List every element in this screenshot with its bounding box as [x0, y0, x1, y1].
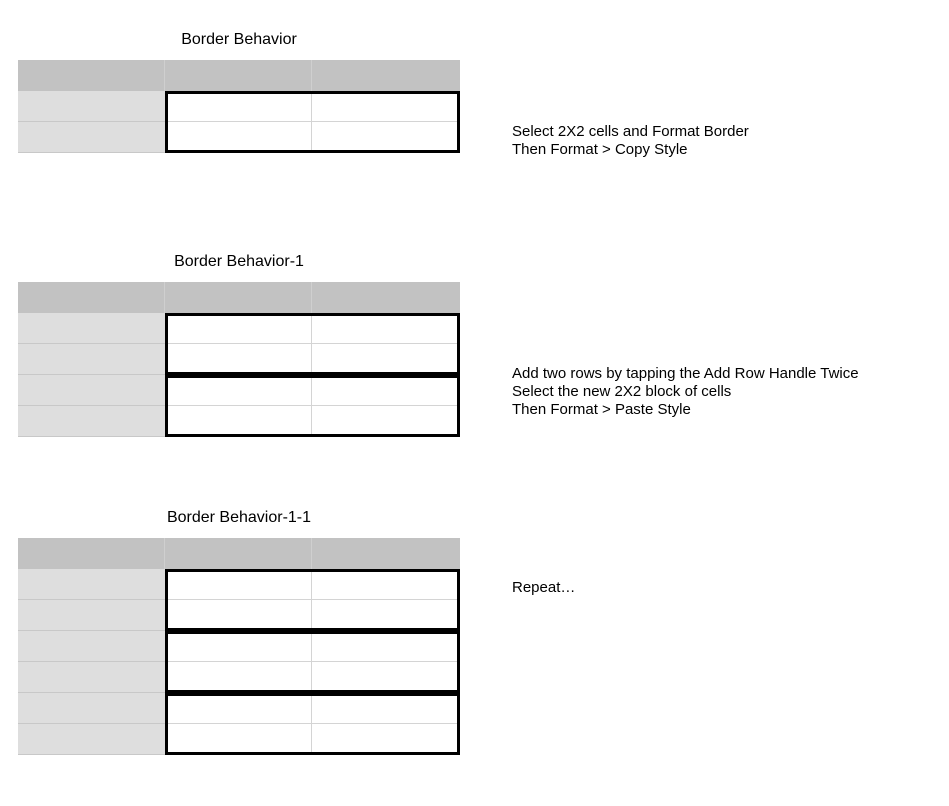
table-cell[interactable]	[312, 569, 460, 600]
table-title-3: Border Behavior-1-1	[166, 509, 312, 526]
row-header-cell[interactable]	[18, 662, 165, 693]
table-row[interactable]	[18, 344, 460, 375]
table-row[interactable]	[18, 91, 460, 122]
note-line: Then Format > Paste Style	[512, 401, 691, 418]
table-cell[interactable]	[312, 693, 460, 724]
row-header-cell[interactable]	[18, 631, 165, 662]
header-cell[interactable]	[165, 60, 312, 91]
table-cell[interactable]	[165, 122, 312, 153]
row-header-cell[interactable]	[18, 91, 165, 122]
instruction-note-3	[512, 579, 575, 597]
note-line: Select the new 2X2 block of cells	[512, 383, 732, 400]
table-row[interactable]	[18, 313, 460, 344]
table-2[interactable]	[18, 282, 460, 437]
table-cell[interactable]	[312, 662, 460, 693]
table-cell[interactable]	[312, 406, 460, 437]
instruction-note-1	[512, 123, 749, 159]
table-header-row[interactable]	[18, 60, 460, 91]
table-header-row[interactable]	[18, 282, 460, 313]
note-line: Add two rows by tapping the Add Row Handle Twice	[512, 365, 859, 382]
table-cell[interactable]	[312, 313, 460, 344]
table-cell[interactable]	[165, 724, 312, 755]
row-header-cell[interactable]	[18, 693, 165, 724]
table-row[interactable]	[18, 693, 460, 724]
table-cell[interactable]	[165, 344, 312, 375]
note-line: Repeat…	[512, 579, 576, 596]
note-line: Then Format > Copy Style	[512, 141, 688, 158]
table-cell[interactable]	[165, 631, 312, 662]
table-cell[interactable]	[165, 693, 312, 724]
header-cell[interactable]	[18, 60, 165, 91]
table-cell[interactable]	[165, 375, 312, 406]
table-cell[interactable]	[312, 631, 460, 662]
row-header-cell[interactable]	[18, 313, 165, 344]
table-cell[interactable]	[312, 724, 460, 755]
row-header-cell[interactable]	[18, 724, 165, 755]
table-row[interactable]	[18, 122, 460, 153]
row-header-cell[interactable]	[18, 406, 165, 437]
header-cell[interactable]	[165, 282, 312, 313]
table-cell[interactable]	[165, 600, 312, 631]
table-row[interactable]	[18, 406, 460, 437]
table-row[interactable]	[18, 569, 460, 600]
table-cell[interactable]	[312, 122, 460, 153]
header-cell[interactable]	[312, 60, 460, 91]
instruction-note-2	[512, 365, 859, 419]
table-row[interactable]	[18, 600, 460, 631]
header-cell[interactable]	[312, 282, 460, 313]
header-cell[interactable]	[312, 538, 460, 569]
row-header-cell[interactable]	[18, 600, 165, 631]
table-cell[interactable]	[165, 313, 312, 344]
row-header-cell[interactable]	[18, 344, 165, 375]
row-header-cell[interactable]	[18, 375, 165, 406]
table-cell[interactable]	[312, 375, 460, 406]
table-cell[interactable]	[312, 600, 460, 631]
row-header-cell[interactable]	[18, 122, 165, 153]
table-cell[interactable]	[312, 344, 460, 375]
header-cell[interactable]	[165, 538, 312, 569]
table-cell[interactable]	[165, 406, 312, 437]
table-row[interactable]	[18, 375, 460, 406]
table-1[interactable]	[18, 60, 460, 153]
table-cell[interactable]	[312, 91, 460, 122]
table-title-2: Border Behavior-1	[174, 253, 304, 270]
table-3[interactable]	[18, 538, 460, 755]
table-row[interactable]	[18, 631, 460, 662]
table-cell[interactable]	[165, 662, 312, 693]
header-cell[interactable]	[18, 538, 165, 569]
table-header-row[interactable]	[18, 538, 460, 569]
table-cell[interactable]	[165, 91, 312, 122]
row-header-cell[interactable]	[18, 569, 165, 600]
table-title-1: Border Behavior	[181, 31, 297, 48]
table-cell[interactable]	[165, 569, 312, 600]
note-line: Select 2X2 cells and Format Border	[512, 123, 749, 140]
table-row[interactable]	[18, 662, 460, 693]
table-row[interactable]	[18, 724, 460, 755]
header-cell[interactable]	[18, 282, 165, 313]
